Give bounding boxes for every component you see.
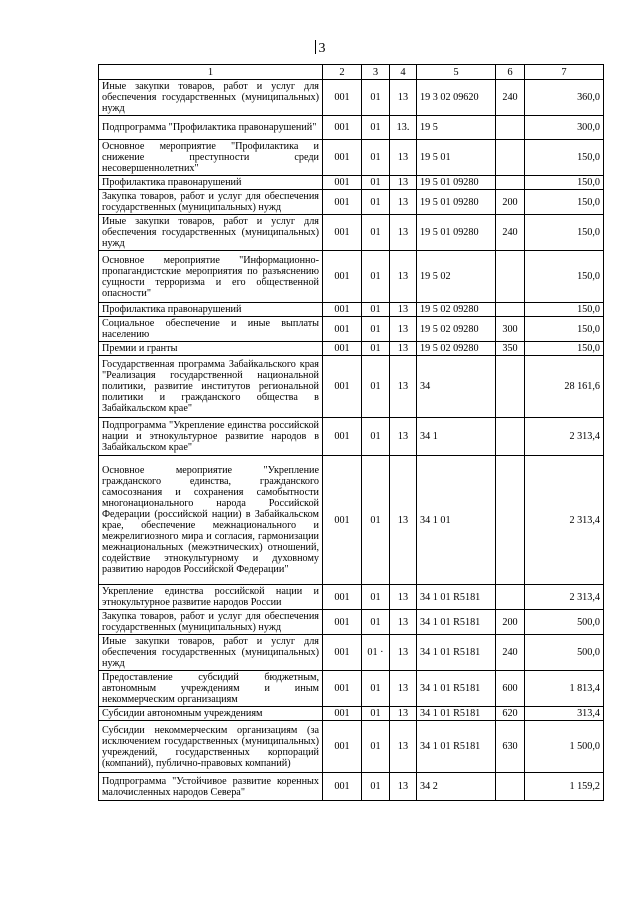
row-amount-cell: 150,0 [525,303,604,317]
row-section-cell: 01 [362,251,390,303]
page-number-text: 3 [318,41,326,56]
row-section-cell: 01 · [362,635,390,671]
row-admin-code-cell: 001 [323,80,362,116]
table-row [99,317,604,342]
row-section-cell: 01 [362,342,390,356]
row-section-cell: 01 [362,610,390,635]
row-subsection-cell: 13 [390,610,417,635]
row-name-cell: Профилактика правонарушений [99,176,323,190]
row-expense-type-cell [496,116,525,140]
row-subsection-cell: 13 [390,190,417,215]
row-admin-code-cell: 001 [323,707,362,721]
row-admin-code-cell: 001 [323,140,362,176]
row-target-article-cell: 34 1 01 R5181 [417,671,496,707]
row-amount-cell: 2 313,4 [525,585,604,610]
row-subsection-cell: 13 [390,176,417,190]
table-row [99,356,604,418]
row-name-cell: Подпрограмма "Профилактика правонарушений" [99,116,323,140]
row-amount-cell: 150,0 [525,215,604,251]
row-subsection-cell: 13 [390,456,417,585]
row-expense-type-cell: 630 [496,721,525,773]
row-section-cell: 01 [362,80,390,116]
row-admin-code-cell: 001 [323,116,362,140]
row-admin-code-cell: 001 [323,356,362,418]
row-section-cell: 01 [362,456,390,585]
row-target-article-cell: 34 1 01 R5181 [417,721,496,773]
row-admin-code-cell: 001 [323,317,362,342]
row-expense-type-cell: 300 [496,317,525,342]
row-section-cell: 01 [362,773,390,801]
table-row [99,707,604,721]
row-name-cell: Иные закупки товаров, работ и услуг для обеспечения государственных (муниципальных) нужд [99,635,323,671]
row-admin-code-cell: 001 [323,176,362,190]
row-amount-cell: 28 161,6 [525,356,604,418]
row-admin-code-cell: 001 [323,671,362,707]
table-row [99,303,604,317]
row-admin-code-cell: 001 [323,190,362,215]
row-subsection-cell: 13 [390,80,417,116]
row-admin-code-cell: 001 [323,610,362,635]
row-amount-cell: 150,0 [525,176,604,190]
row-subsection-cell: 13 [390,303,417,317]
row-expense-type-cell [496,303,525,317]
row-admin-code-cell: 001 [323,342,362,356]
table-row [99,773,604,801]
col-header-1: 1 [99,65,323,80]
row-target-article-cell: 19 5 [417,116,496,140]
row-expense-type-cell [496,140,525,176]
table-row [99,140,604,176]
row-amount-cell: 2 313,4 [525,418,604,456]
row-expense-type-cell: 200 [496,610,525,635]
col-header-3: 3 [362,65,390,80]
table-row [99,456,604,585]
row-section-cell: 01 [362,356,390,418]
row-name-cell: Закупка товаров, работ и услуг для обеспечения государственных (муниципальных) нужд [99,190,323,215]
row-amount-cell: 1 500,0 [525,721,604,773]
row-amount-cell: 150,0 [525,140,604,176]
row-name-cell: Закупка товаров, работ и услуг для обеспечения государственных (муниципальных) нужд [99,610,323,635]
row-subsection-cell: 13. [390,116,417,140]
table-row [99,215,604,251]
row-subsection-cell: 13 [390,251,417,303]
row-target-article-cell: 34 1 [417,418,496,456]
row-subsection-cell: 13 [390,317,417,342]
row-target-article-cell: 34 1 01 R5181 [417,585,496,610]
row-target-article-cell: 19 5 02 09280 [417,342,496,356]
table-row [99,80,604,116]
row-section-cell: 01 [362,317,390,342]
row-name-cell: Субсидии некоммерческим организациям (за исключением государственных (муниципальных) учреждений, государственных корпораций (компаний), публично-правовых компаний) [99,721,323,773]
row-target-article-cell: 19 5 01 09280 [417,176,496,190]
row-admin-code-cell: 001 [323,773,362,801]
row-name-cell: Социальное обеспечение и иные выплаты населению [99,317,323,342]
row-admin-code-cell: 001 [323,251,362,303]
budget-table [98,64,604,801]
row-admin-code-cell: 001 [323,721,362,773]
row-subsection-cell: 13 [390,342,417,356]
col-header-5: 5 [417,65,496,80]
row-name-cell: Иные закупки товаров, работ и услуг для обеспечения государственных (муниципальных) нужд [99,215,323,251]
row-section-cell: 01 [362,585,390,610]
row-admin-code-cell: 001 [323,585,362,610]
row-subsection-cell: 13 [390,635,417,671]
table-row [99,585,604,610]
row-target-article-cell: 34 1 01 [417,456,496,585]
row-target-article-cell: 19 5 01 [417,140,496,176]
row-section-cell: 01 [362,190,390,215]
row-expense-type-cell [496,585,525,610]
row-admin-code-cell: 001 [323,456,362,585]
col-header-2: 2 [323,65,362,80]
row-subsection-cell: 13 [390,418,417,456]
row-subsection-cell: 13 [390,773,417,801]
row-target-article-cell: 34 2 [417,773,496,801]
row-expense-type-cell: 240 [496,635,525,671]
row-name-cell: Основное мероприятие "Профилактика и снижение преступности среди несовершеннолетних" [99,140,323,176]
table-row [99,190,604,215]
row-name-cell: Иные закупки товаров, работ и услуг для обеспечения государственных (муниципальных) нужд [99,80,323,116]
row-amount-cell: 150,0 [525,342,604,356]
row-expense-type-cell: 620 [496,707,525,721]
row-section-cell: 01 [362,671,390,707]
table-row [99,342,604,356]
row-expense-type-cell [496,356,525,418]
table-header-row [99,65,604,80]
row-section-cell: 01 [362,176,390,190]
row-subsection-cell: 13 [390,140,417,176]
row-expense-type-cell: 600 [496,671,525,707]
row-name-cell: Субсидии автономным учреждениям [99,707,323,721]
row-expense-type-cell [496,773,525,801]
row-expense-type-cell [496,176,525,190]
row-target-article-cell: 34 1 01 R5181 [417,635,496,671]
row-name-cell: Основное мероприятие "Информационно-пропагандистские мероприятия по разъяснению сущности терроризма и его общественной опасности" [99,251,323,303]
row-amount-cell: 300,0 [525,116,604,140]
row-admin-code-cell: 001 [323,303,362,317]
row-target-article-cell: 19 3 02 09620 [417,80,496,116]
row-name-cell: Основное мероприятие "Укрепление гражданского единства, гражданского самосознания и сохранения самобытности многонационального народа Российской Федерации (российской нации) в Забайкальском крае, обеспечение межнационального и межрелигиозного мира и согласия, гармонизации межнациональных (межэтнических) отношений, содействие этнокультурному и духовному развитию народов Российской Федерации" [99,456,323,585]
row-target-article-cell: 19 5 01 09280 [417,215,496,251]
row-name-cell: Предоставление субсидий бюджетным, автономным учреждениям и иным некоммерческим организациям [99,671,323,707]
row-name-cell: Укрепление единства российской нации и этнокультурное развитие народов России [99,585,323,610]
row-expense-type-cell: 240 [496,215,525,251]
row-target-article-cell: 34 [417,356,496,418]
row-expense-type-cell: 200 [496,190,525,215]
row-subsection-cell: 13 [390,356,417,418]
row-admin-code-cell: 001 [323,418,362,456]
row-amount-cell: 2 313,4 [525,456,604,585]
table-row [99,610,604,635]
row-name-cell: Премии и гранты [99,342,323,356]
row-admin-code-cell: 001 [323,635,362,671]
row-subsection-cell: 13 [390,585,417,610]
row-amount-cell: 500,0 [525,610,604,635]
row-section-cell: 01 [362,721,390,773]
row-target-article-cell: 34 1 01 R5181 [417,707,496,721]
row-amount-cell: 360,0 [525,80,604,116]
table-row [99,251,604,303]
row-name-cell: Профилактика правонарушений [99,303,323,317]
row-section-cell: 01 [362,418,390,456]
row-section-cell: 01 [362,140,390,176]
row-expense-type-cell [496,251,525,303]
row-subsection-cell: 13 [390,671,417,707]
col-header-6: 6 [496,65,525,80]
row-section-cell: 01 [362,116,390,140]
row-subsection-cell: 13 [390,721,417,773]
row-name-cell: Подпрограмма "Устойчивое развитие коренных малочисленных народов Севера" [99,773,323,801]
row-expense-type-cell [496,456,525,585]
row-amount-cell: 313,4 [525,707,604,721]
row-target-article-cell: 19 5 01 09280 [417,190,496,215]
row-expense-type-cell [496,418,525,456]
row-amount-cell: 1 159,2 [525,773,604,801]
table-row [99,176,604,190]
row-section-cell: 01 [362,303,390,317]
row-amount-cell: 150,0 [525,317,604,342]
row-amount-cell: 150,0 [525,251,604,303]
row-amount-cell: 500,0 [525,635,604,671]
row-amount-cell: 150,0 [525,190,604,215]
row-name-cell: Государственная программа Забайкальского края "Реализация государственной национальной политики, развитие институтов региональной политики и гражданского общества в Забайкальском крае" [99,356,323,418]
table-row [99,418,604,456]
row-subsection-cell: 13 [390,215,417,251]
page-number [0,40,640,57]
row-name-cell: Подпрограмма "Укрепление единства российской нации и этнокультурное развитие народов в Забайкальском крае" [99,418,323,456]
row-target-article-cell: 19 5 02 09280 [417,303,496,317]
col-header-7: 7 [525,65,604,80]
row-subsection-cell: 13 [390,707,417,721]
row-target-article-cell: 19 5 02 09280 [417,317,496,342]
row-target-article-cell: 34 1 01 R5181 [417,610,496,635]
page-number-mark [315,40,316,54]
row-expense-type-cell: 350 [496,342,525,356]
row-section-cell: 01 [362,707,390,721]
row-target-article-cell: 19 5 02 [417,251,496,303]
row-section-cell: 01 [362,215,390,251]
row-expense-type-cell: 240 [496,80,525,116]
col-header-4: 4 [390,65,417,80]
row-admin-code-cell: 001 [323,215,362,251]
table-row [99,671,604,707]
table-row [99,635,604,671]
table-row [99,721,604,773]
row-amount-cell: 1 813,4 [525,671,604,707]
table-row [99,116,604,140]
